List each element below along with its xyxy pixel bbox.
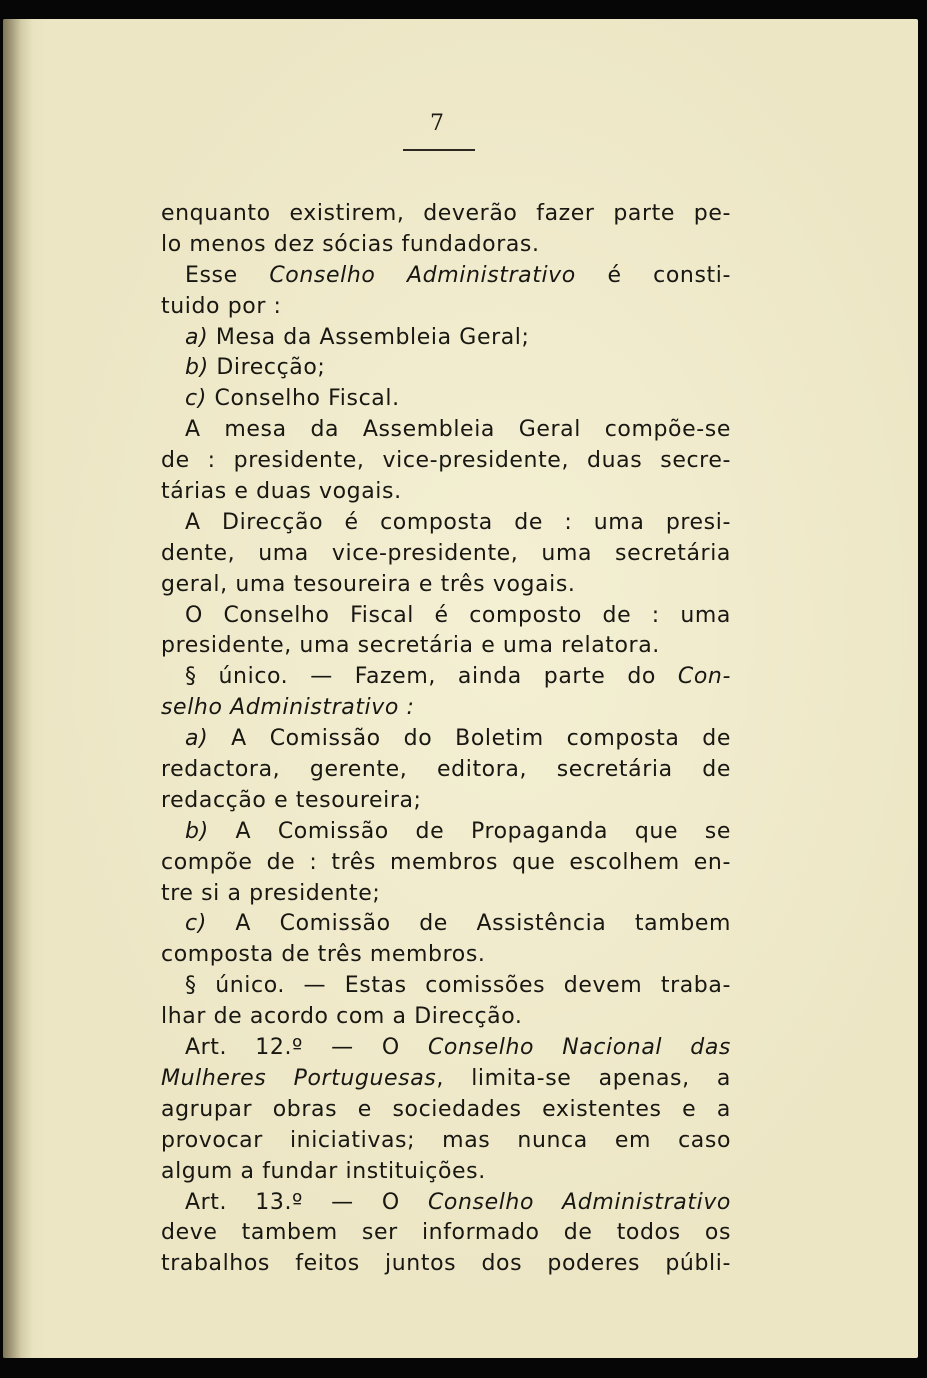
text-segment: redactora, gerente, editora, secretária de (161, 757, 731, 783)
text-line (161, 971, 731, 1002)
text-segment: § único. — Fazem, ainda parte do (185, 664, 678, 690)
text-segment: composta de três membros. (161, 942, 486, 968)
italic-text-segment: Mulheres Portuguesas (161, 1065, 437, 1091)
italic-text-segment: selho Administrativo : (161, 695, 415, 721)
italic-text-segment: c) (185, 911, 207, 937)
text-line (161, 1033, 731, 1064)
italic-text-segment: a) (185, 726, 209, 752)
text-line (161, 570, 731, 601)
page-number: 7 (430, 111, 444, 136)
book-page (3, 19, 918, 1358)
text-line (161, 940, 731, 971)
text-segment: Art. 12.º — O (185, 1035, 428, 1061)
text-line (161, 415, 731, 446)
text-segment: lhar de acordo com a Direcção. (161, 1004, 523, 1030)
text-line (161, 539, 731, 570)
text-line (161, 724, 731, 755)
text-line (161, 662, 731, 693)
text-segment: de : presidente, vice-presidente, duas secre- (161, 448, 731, 474)
text-line (161, 693, 731, 724)
text-line (161, 601, 731, 632)
text-segment: é consti- (575, 262, 731, 288)
text-line (161, 508, 731, 539)
text-line (161, 353, 731, 384)
text-line (161, 817, 731, 848)
text-segment: presidente, uma secretária e uma relatora. (161, 633, 660, 659)
text-line (161, 786, 731, 817)
text-line (161, 1064, 731, 1095)
italic-text-segment: a) (185, 324, 209, 350)
text-line (161, 477, 731, 508)
text-line (161, 1218, 731, 1249)
text-line (161, 879, 731, 910)
text-line (161, 261, 731, 292)
page-gutter-shadow (3, 19, 33, 1358)
text-segment: algum a fundar instituições. (161, 1158, 486, 1184)
italic-text-segment: b) (185, 355, 209, 381)
text-line (161, 1126, 731, 1157)
text-line (161, 755, 731, 786)
italic-text-segment: Conselho Administrativo (427, 1189, 731, 1215)
text-segment: tre si a presidente; (161, 880, 381, 906)
text-segment: A mesa da Assembleia Geral compõe-se (185, 417, 731, 443)
text-line (161, 446, 731, 477)
text-line (161, 909, 731, 940)
text-segment: Mesa da Assembleia Geral; (208, 324, 530, 350)
body-text (161, 199, 731, 1280)
text-segment: § único. — Estas comissões devem traba- (185, 973, 731, 999)
text-segment: O Conselho Fiscal é composto de : uma (185, 602, 731, 628)
text-line (161, 323, 731, 354)
text-line (161, 199, 731, 230)
text-segment: Conselho Fiscal. (206, 386, 400, 412)
text-segment: lo menos dez sócias fundadoras. (161, 231, 540, 257)
text-segment: agrupar obras e sociedades existentes e a (161, 1096, 731, 1122)
italic-text-segment: Conselho Administrativo (269, 262, 576, 288)
text-segment: A Direcção é composta de : uma presi- (185, 509, 731, 535)
text-line (161, 1157, 731, 1188)
text-segment: Art. 13.º — O (185, 1189, 428, 1215)
text-segment: A Comissão de Assistência tambem (206, 911, 731, 937)
text-segment: enquanto existirem, deverão fazer parte pe- (161, 201, 731, 226)
italic-text-segment: c) (185, 386, 207, 412)
text-line (161, 292, 731, 323)
text-line (161, 631, 731, 662)
text-segment: Direcção; (208, 355, 326, 381)
text-line (161, 1188, 731, 1219)
text-segment: deve tambem ser informado de todos os (161, 1220, 731, 1246)
text-segment: A Comissão do Boletim composta de (208, 726, 731, 752)
text-line (161, 1002, 731, 1033)
text-segment: provocar iniciativas; mas nunca em caso (161, 1127, 731, 1153)
text-segment: A Comissão de Propaganda que se (208, 818, 731, 844)
text-line (161, 1095, 731, 1126)
text-segment: trabalhos feitos juntos dos poderes públi- (161, 1251, 731, 1277)
text-line (161, 230, 731, 261)
text-line (161, 848, 731, 879)
text-line (161, 384, 731, 415)
text-line (161, 1249, 731, 1280)
italic-text-segment: Conselho Nacional das (427, 1035, 731, 1061)
text-segment: tárias e duas vogais. (161, 479, 402, 505)
text-segment: tuido por : (161, 293, 282, 319)
text-segment: compõe de : três membros que escolhem en- (161, 849, 731, 875)
page-number-rule (403, 149, 475, 151)
text-segment: geral, uma tesoureira e três vogais. (161, 571, 576, 597)
text-segment: dente, uma vice-presidente, uma secretária (161, 540, 731, 566)
italic-text-segment: Con- (677, 664, 731, 690)
italic-text-segment: b) (185, 818, 209, 844)
text-segment: , limita-se apenas, a (436, 1065, 731, 1091)
text-segment: Esse (185, 262, 270, 288)
text-segment: redacção e tesoureira; (161, 787, 422, 813)
